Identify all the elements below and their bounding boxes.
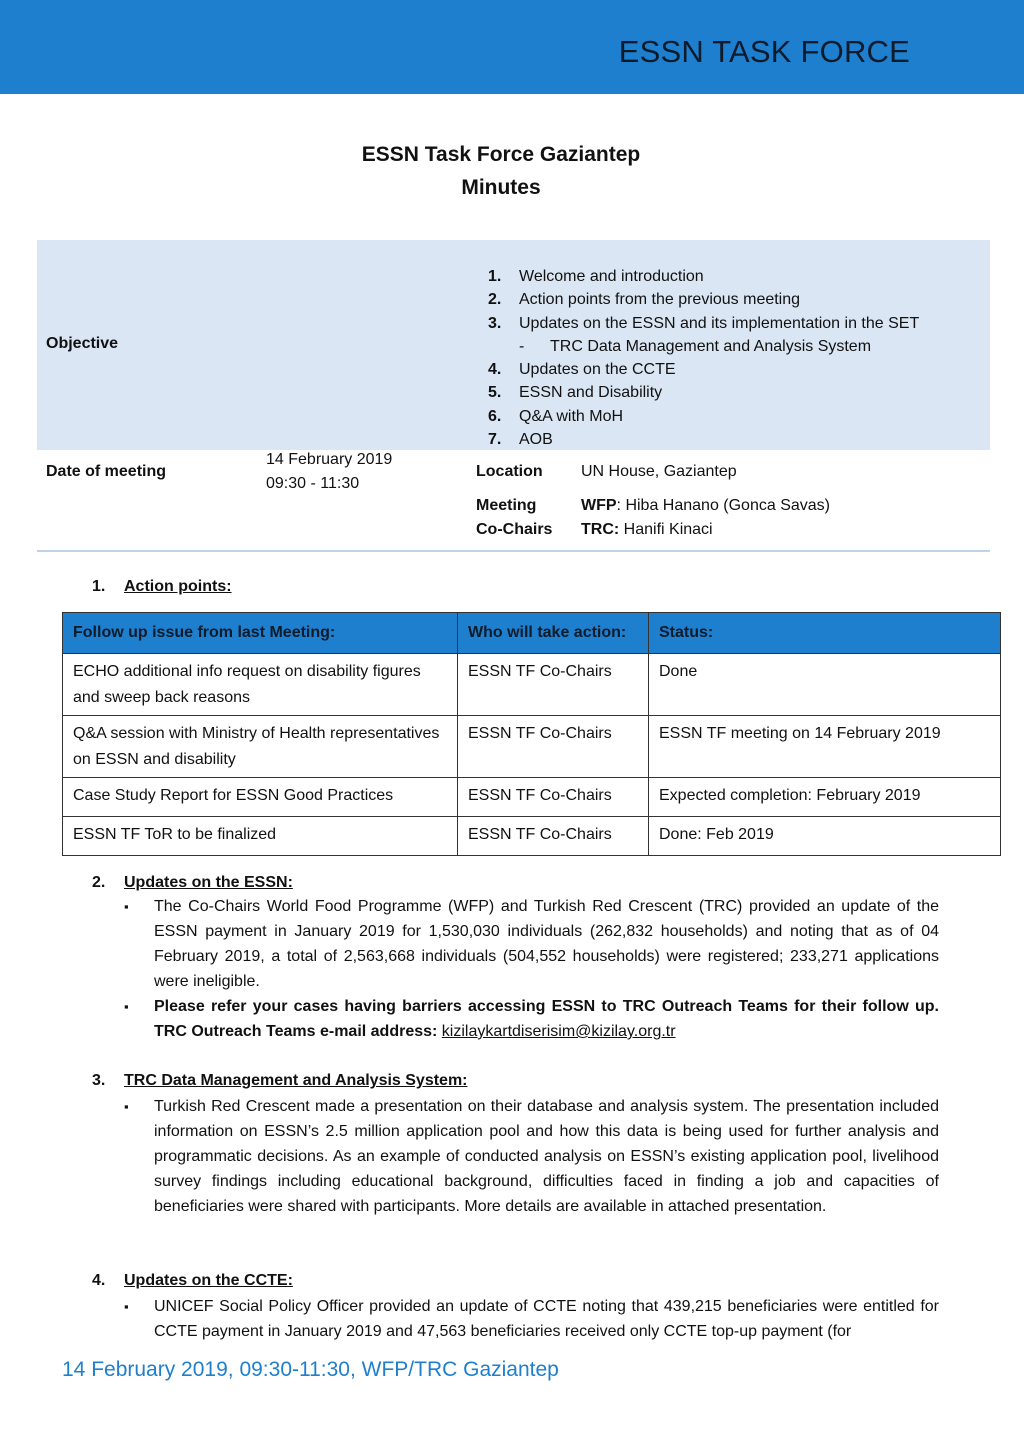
table-cell: Done	[649, 654, 1001, 716]
cochairs-label: Meeting	[476, 497, 537, 514]
table-cell: ESSN TF meeting on 14 February 2019	[649, 716, 1001, 778]
table-cell: ESSN TF Co-Chairs	[458, 716, 649, 778]
cochair-wfp: WFP: Hiba Hanano (Gonca Savas)	[581, 497, 830, 514]
agenda-subitem: - TRC Data Management and Analysis System	[519, 337, 872, 355]
table-cell: ESSN TF ToR to be finalized	[63, 817, 458, 856]
section-heading-action-points: 1. Action points:	[92, 578, 232, 595]
column-header: Follow up issue from last Meeting:	[63, 613, 458, 654]
table-row	[63, 817, 1001, 856]
action-points-table	[62, 612, 1001, 856]
list-item: ▪ The Co-Chairs World Food Programme (WFP) and Turkish Red Crescent (TRC) provided an update of the ESSN payment in January 2019 for 1,530,030 individuals (262,832 households) and noting that as of 04 February 2019, a total of 2,563,668 individuals (504,552 households) were registered; 233,271 applications were ineligible.	[124, 894, 939, 994]
agenda-item: 7. AOB	[488, 431, 553, 449]
list-item: ▪ Turkish Red Crescent made a presentation on their database and analysis system. The presentation included information on ESSN’s 2.5 million application pool and how this data is being used for further analysis and programmatic decisions. As an example of conducted analysis on ESSN’s existing application pool, livelihood survey findings including educational background, difficulties faced in finding a job and capacities of beneficiaries were shared with participants. More details are available in attached presentation.	[124, 1094, 939, 1219]
column-header: Status:	[649, 613, 1001, 654]
outreach-email-link[interactable]: kizilaykartdiserisim@kizilay.org.tr	[441, 1023, 676, 1040]
document-title: ESSN Task Force Gaziantep	[361, 143, 641, 166]
essn-updates-list	[124, 894, 939, 1044]
section-heading-trc-system: 3. TRC Data Management and Analysis System:	[92, 1072, 468, 1089]
time-value: 09:30 - 11:30	[266, 475, 360, 492]
agenda-item: 4. Updates on the CCTE	[488, 361, 676, 379]
agenda-item: 3. Updates on the ESSN and its implementation in the SET	[488, 314, 920, 332]
table-cell: Case Study Report for ESSN Good Practices	[63, 778, 458, 817]
table-cell: Done: Feb 2019	[649, 817, 1001, 856]
ccte-updates-list	[124, 1294, 939, 1344]
agenda-item: 5. ESSN and Disability	[488, 384, 663, 402]
header-title: ESSN TASK FORCE	[618, 34, 910, 69]
table-header-row	[63, 613, 1001, 654]
trc-system-list	[124, 1094, 939, 1219]
date-label: Date of meeting	[46, 463, 167, 480]
table-row	[63, 778, 1001, 817]
document-subtitle: Minutes	[461, 176, 541, 199]
page-footer: 14 February 2019, 09:30-11:30, WFP/TRC Gaziantep	[62, 1358, 559, 1381]
agenda-item: 2. Action points from the previous meeting	[488, 291, 801, 309]
column-header: Who will take action:	[458, 613, 649, 654]
list-item: ▪ UNICEF Social Policy Officer provided an update of CCTE noting that 439,215 beneficiaries were entitled for CCTE payment in January 2019 and 47,563 beneficiaries received only CCTE top-up payment (for	[124, 1294, 939, 1344]
date-value: 14 February 2019	[266, 451, 393, 468]
table-row	[63, 654, 1001, 716]
objective-label: Objective	[46, 335, 119, 352]
section-heading-ccte-updates: 4. Updates on the CCTE:	[92, 1272, 293, 1289]
table-cell: ESSN TF Co-Chairs	[458, 778, 649, 817]
table-row	[63, 716, 1001, 778]
location-label: Location	[476, 463, 543, 480]
agenda-item: 1. Welcome and introduction	[488, 268, 704, 285]
divider	[37, 550, 990, 552]
table-cell: Q&A session with Ministry of Health representatives on ESSN and disability	[63, 716, 458, 778]
section-heading-essn-updates: 2. Updates on the ESSN:	[92, 874, 293, 891]
cochairs-label-line2: Co-Chairs	[476, 521, 553, 538]
agenda-list	[488, 265, 919, 451]
table-cell: Expected completion: February 2019	[649, 778, 1001, 817]
agenda-item: 6. Q&A with MoH	[488, 407, 624, 425]
cochair-trc: TRC: Hanifi Kinaci	[581, 521, 713, 538]
table-cell: ESSN TF Co-Chairs	[458, 654, 649, 716]
table-cell: ECHO additional info request on disability figures and sweep back reasons	[63, 654, 458, 716]
location-value: UN House, Gaziantep	[581, 463, 737, 480]
list-item: ▪ Please refer your cases having barriers accessing ESSN to TRC Outreach Teams for their follow up. TRC Outreach Teams e-mail address: kizilaykartdiserisim@kizilay.org.tr	[124, 994, 939, 1044]
table-cell: ESSN TF Co-Chairs	[458, 817, 649, 856]
